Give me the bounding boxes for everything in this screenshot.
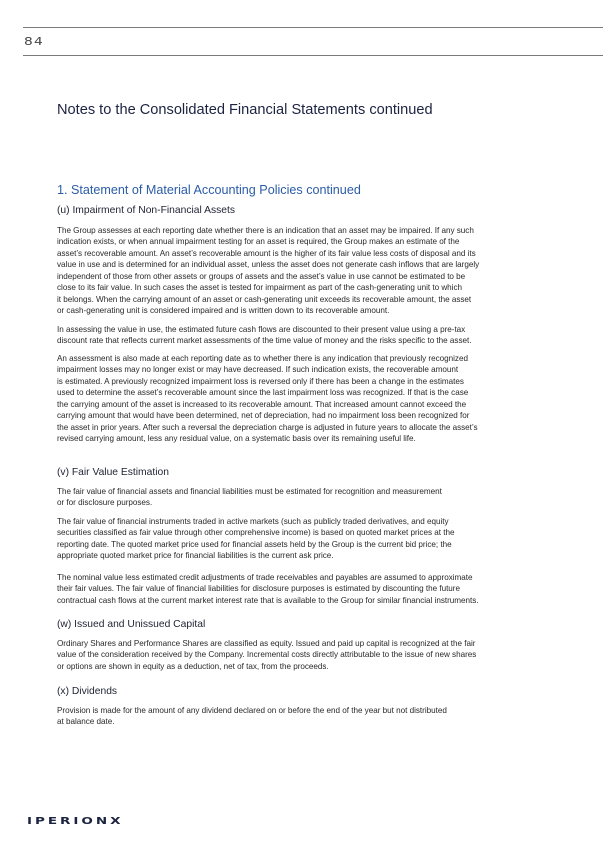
paragraph: The fair value of financial instruments traded in active markets (such as publicly traded derivatives, and equity securities classified as fair value through other comprehensive income) is based on quoted market prices at the reporting date. The quoted market price used for financial assets held by the Group is the current bid price; the appropriate quoted market price for financial liabilities is the current ask price. <box>57 517 455 561</box>
subsection-heading-u: (u) Impairment of Non-Financial Assets <box>57 205 235 216</box>
page-title: Notes to the Consolidated Financial Statements continued <box>57 102 433 118</box>
paragraph: The Group assesses at each reporting date whether there is an indication that an asset may be impaired. If any such indication exists, or when annual impairment testing for an asset is required, the Group makes an estimate of the asset’s recoverable amount. An asset’s recoverable amount is the higher of its fair value less costs of disposal and its value in use and is determined for an individual asset, unless the asset does not generate cash inflows that are largely independent of those from other assets or groups of assets and the asset’s value in use cannot be estimated to be close to its fair value. In such cases the asset is tested for impairment as part of the cash-generating unit to which it belongs. When the carrying amount of an asset or cash-generating unit exceeds its recoverable amount, the asset or cash-generating unit is considered impaired and is written down to its recoverable amount. <box>57 226 480 316</box>
paragraph: Provision is made for the amount of any dividend declared on or before the end of the year but not distributed at balance date. <box>57 706 447 727</box>
section-heading: 1. Statement of Material Accounting Policies continued <box>57 183 361 197</box>
paragraph: The nominal value less estimated credit adjustments of trade receivables and payables are assumed to approximate their fair values. The fair value of financial liabilities for disclosure purposes is estimated by discounting the future contractual cash flows at the current market interest rate that is available to the Group for similar financial instruments. <box>57 573 479 605</box>
subsection-heading-w: (w) Issued and Unissued Capital <box>57 619 206 630</box>
header-rule-bottom <box>23 55 603 56</box>
header-rule-top <box>23 27 603 28</box>
company-logo: IPERIONX <box>27 816 124 827</box>
paragraph: Ordinary Shares and Performance Shares are classified as equity. Issued and paid up capital is recognized at the fair value of the consideration received by the Company. Incremental costs directly attributable to the issue of new shares or options are shown in equity as a deduction, net of tax, from the proceeds. <box>57 639 477 671</box>
page-number: 84 <box>24 35 44 48</box>
subsection-heading-v: (v) Fair Value Estimation <box>57 467 169 478</box>
subsection-heading-x: (x) Dividends <box>57 686 118 697</box>
paragraph: The fair value of financial assets and financial liabilities must be estimated for recognition and measurement or for disclosure purposes. <box>57 487 442 508</box>
paragraph: An assessment is also made at each reporting date as to whether there is any indication that previously recognized impairment losses may no longer exist or may have decreased. If such indication exists, the recoverable amount is estimated. A previously recognized impairment loss is reversed only if there has been a change in the estimates used to determine the asset’s recoverable amount since the last impairment loss was recognized. If that is the case the carrying amount of the asset is increased to its recoverable amount. That increased amount cannot exceed the carrying amount that would have been determined, net of depreciation, had no impairment loss been recognized for the asset in prior years. After such a reversal the depreciation charge is adjusted in future years to allocate the asset’s revised carrying amount, less any residual value, on a systematic basis over its remaining useful life. <box>57 354 478 444</box>
paragraph: In assessing the value in use, the estimated future cash flows are discounted to their present value using a pre-tax discount rate that reflects current market assessments of the time value of money and the risks specific to the asset. <box>57 325 472 346</box>
